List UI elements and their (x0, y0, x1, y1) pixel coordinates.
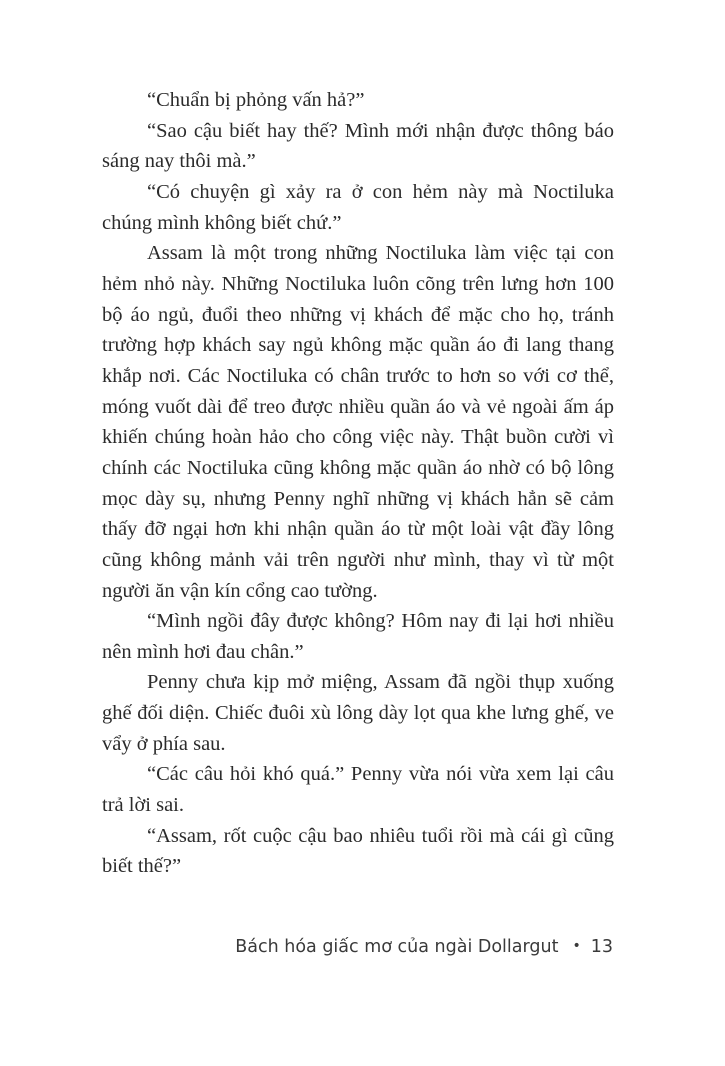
body-text (102, 85, 614, 882)
paragraph: Penny chưa kịp mở miệng, Assam đã ngồi thụp xuống ghế đối diện. Chiếc đuôi xù lông dày lọt qua khe lưng ghế, ve vẩy ở phía sau. (102, 671, 614, 755)
footer-separator: • (572, 938, 581, 954)
paragraph: “Các câu hỏi khó quá.” Penny vừa nói vừa xem lại câu trả lời sai. (102, 763, 614, 817)
paragraph: “Sao cậu biết hay thế? Mình mới nhận được thông báo sáng nay thôi mà.” (102, 119, 614, 173)
paragraph: “Chuẩn bị phỏng vấn hả?” (147, 89, 365, 111)
page-number: 13 (590, 937, 613, 957)
paragraph: “Mình ngồi đây được không? Hôm nay đi lại hơi nhiều nên mình hơi đau chân.” (102, 610, 614, 663)
book-title: Bách hóa giấc mơ của ngài Dollargut (235, 937, 559, 957)
running-footer (235, 934, 613, 959)
paragraph: “Assam, rốt cuộc cậu bao nhiêu tuổi rồi mà cái gì cũng biết thế?” (102, 824, 614, 878)
paragraph: Assam là một trong những Noctiluka làm việc tại con hẻm nhỏ này. Những Noctiluka luôn cõng trên lưng hơn 100 bộ áo ngủ, đuổi theo những vị khách để mặc cho họ, tránh trường hợp khách say ngủ không mặc quần áo đi lang thang khắp nơi. Các Noctiluka có chân trước to hơn so với cơ thể, móng vuốt dài để treo được nhiều quần áo và vẻ ngoài ấm áp khiến chúng hoàn hảo cho công việc này. Thật buồn cười vì chính các Noctiluka cũng không mặc quần áo nhờ có bộ lông mọc dày sụ, nhưng Penny nghĩ những vị khách hẳn sẽ cảm thấy đỡ ngại hơn khi nhận quần áo từ một loài vật đầy lông cũng không mảnh vải trên người như mình, thay vì từ một người ăn vận kín cổng cao tường. (102, 242, 614, 602)
paragraph: “Có chuyện gì xảy ra ở con hẻm này mà Noctiluka chúng mình không biết chứ.” (102, 180, 614, 234)
